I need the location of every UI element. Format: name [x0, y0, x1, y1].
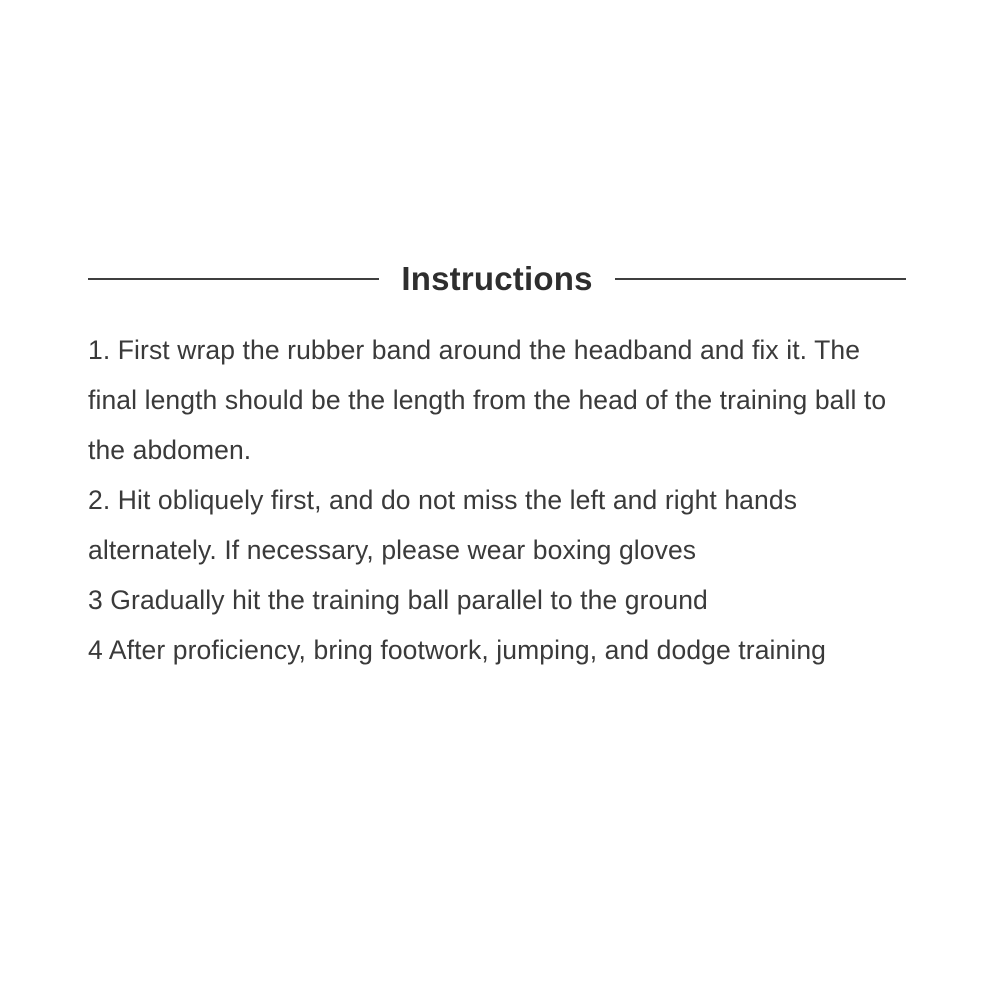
instruction-step-4: 4 After proficiency, bring footwork, jumping, and dodge training	[88, 635, 827, 665]
instruction-step-1: 1. First wrap the rubber band around the headband and fix it. The final length should be the length from the head of the training ball to the abdomen.	[88, 335, 887, 465]
instruction-step-3: 3 Gradually hit the training ball parallel to the ground	[88, 585, 708, 615]
page-title: Instructions	[401, 260, 593, 297]
instruction-step-2: 2. Hit obliquely first, and do not miss the left and right hands alternately. If necessary, please wear boxing gloves	[88, 485, 798, 565]
heading-rule-left	[88, 278, 379, 280]
instructions-heading-row	[88, 262, 906, 295]
instructions-steps-list	[88, 325, 906, 675]
heading-rule-right	[615, 278, 906, 280]
instructions-block	[88, 262, 906, 675]
